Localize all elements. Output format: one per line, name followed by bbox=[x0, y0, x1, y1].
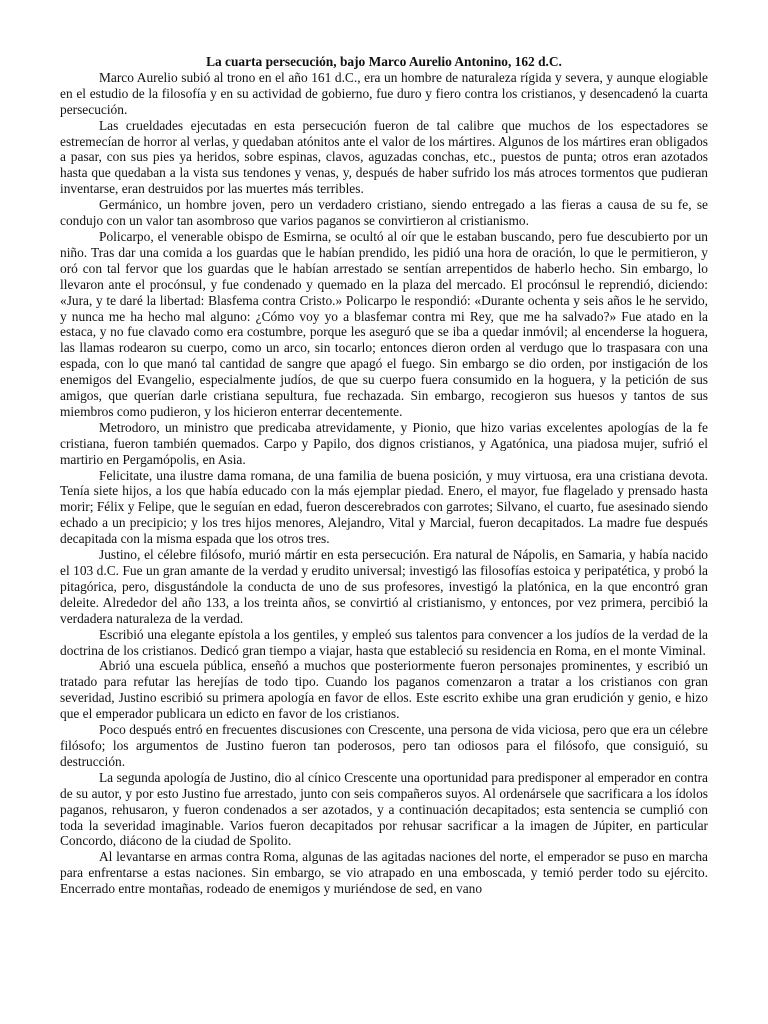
paragraph-felicitate: Felicitate, una ilustre dama romana, de una familia de buena posición, y muy virtuosa, era una cristiana devota. Tenía siete hijos, a los que había educado con la más ejemplar piedad. Enero, el mayor, fue flagelado y prensado hasta morir; Félix y Felipe, que le seguían en edad, fueron descerebrados con garrotes; Silvano, el cuarto, fue asesinado siendo echado a un precipicio; y los tres hijos menores, Alejandro, Vital y Marcial, fueron decapitados. La madre fue después decapitada con la misma espada que los otros tres. bbox=[60, 467, 708, 547]
paragraph-germanico: Germánico, un hombre joven, pero un verdadero cristiano, siendo entregado a las fieras a causa de su fe, se condujo con un valor tan asombroso que varios paganos se convirtieron al cristianismo. bbox=[60, 197, 708, 229]
paragraph-escuela: Abrió una escuela pública, enseñó a muchos que posteriormente fueron personajes prominentes, y escribió un tratado para refutar las herejías de todo tipo. Cuando los paganos comenzaron a tratar a los cristianos con gran severidad, Justino escribió su primera apología en favor de ellos. Este escrito exhibe una gran erudición y genio, e hizo que el emperador publicara un edicto en favor de los cristianos. bbox=[60, 658, 708, 722]
document-page bbox=[60, 54, 708, 897]
paragraph-policarpo: Policarpo, el venerable obispo de Esmirna, se ocultó al oír que le estaban buscando, pero fue descubierto por un niño. Tras dar una comida a los guardas que le habían prendido, les pidió una hora de oración, lo que le permitieron, y oró con tal fervor que los guardas que le habían arrestado se sentían arrepentidos de haberlo hecho. Sin embargo, lo llevaron ante el procónsul, y fue condenado y quemado en la plaza del mercado. El procónsul le reprendió, diciendo: «Jura, y te daré la libertad: Blasfema contra Cristo.» Policarpo le respondió: «Durante ochenta y seis años le he servido, y nunca me ha hecho mal alguno: ¿Cómo voy yo a blasfemar contra mi Rey, que me ha salvado?» Fue atado en la estaca, y no fue clavado como era costumbre, porque les aseguró que se iba a quedar inmóvil; al encenderse la hoguera, las llamas rodearon su cuerpo, como un arco, sin tocarlo; entonces dieron orden al verdugo que lo traspasara con una espada, con lo que manó tal cantidad de sangre que apagó el fuego. Sin embargo se dio orden, por instigación de los enemigos del Evangelio, especialmente judíos, de que su cuerpo fuera consumido en la hoguera, y la petición de sus amigos, que querían darle cristiana sepultura, fue rechazada. Sin embargo, recogieron sus huesos y tantos de sus miembros como pudieron, y los hicieron enterrar decentemente. bbox=[60, 228, 708, 419]
paragraph-marco-aurelio: Marco Aurelio subió al trono en el año 161 d.C., era un hombre de naturaleza rígida y severa, y aunque elogiable en el estudio de la filosofía y en su actividad de gobierno, fue duro y fiero contra los cristianos, y desencadenó la cuarta persecución. bbox=[60, 69, 708, 117]
paragraph-segunda-apologia: La segunda apología de Justino, dio al cínico Crescente una oportunidad para predisponer al emperador en contra de su autor, y por esto Justino fue arrestado, junto con seis compañeros suyos. Al ordenársele que sacrificara a los ídolos paganos, rehusaron, y fueron condenados a ser azotados, y a continuación decapitados; esta sentencia se cumplió con toda la severidad imaginable. Varios fueron decapitados por rehusar sacrificar a la imagen de Júpiter, en particular Concordo, diácono de la ciudad de Spolito. bbox=[60, 769, 708, 849]
paragraph-metrodoro: Metrodoro, un ministro que predicaba atrevidamente, y Pionio, que hizo varias excelentes apologías de la fe cristiana, fueron también quemados. Carpo y Papilo, dos dignos cristianos, y Agatónica, una piadosa mujer, sufrió el martirio en Pergamópolis, en Asia. bbox=[60, 419, 708, 467]
paragraph-crueldades: Las crueldades ejecutadas en esta persecución fueron de tal calibre que muchos de los espectadores se estremecían de horror al verlas, y quedaban atónitos ante el valor de los mártires. Algunos de los mártires eran obligados a pasar, con sus pies ya heridos, sobre espinas, clavos, aguzadas conchas, etc., puestos de punta; otros eran azotados hasta que quedaban a la vista sus tendones y venas, y, después de haber sufrido los más atroces tormentos que pudieran inventarse, eran destruidos por las muertes más terribles. bbox=[60, 117, 708, 197]
paragraph-crescente: Poco después entró en frecuentes discusiones con Crescente, una persona de vida viciosa, pero que era un célebre filósofo; los argumentos de Justino fueron tan poderosos, pero tan odiosos para el filósofo, que consiguió, su destrucción. bbox=[60, 722, 708, 769]
paragraph-epistola: Escribió una elegante epístola a los gentiles, y empleó sus talentos para convencer a los judíos de la verdad de la doctrina de los cristianos. Dedicó gran tiempo a viajar, hasta que estableció su residencia en Roma, en el monte Viminal. bbox=[60, 626, 708, 658]
document-title: La cuarta persecución, bajo Marco Aurelio Antonino, 162 d.C. bbox=[206, 54, 562, 69]
paragraph-justino: Justino, el célebre filósofo, murió mártir en esta persecución. Era natural de Nápolis, en Samaria, y había nacido el 103 d.C. Fue un gran amante de la verdad y erudito universal; investigó las filosofías estoica y peripatética, y probó la pitagórica, pero, disgustándole la conducta de uno de sus profesores, investigó la platónica, en la que encontró gran deleite. Alrededor del año 133, a los treinta años, se convirtió al cristianismo, y entonces, por vez primera, percibió la verdadera naturaleza de la verdad. bbox=[60, 547, 708, 626]
paragraph-naciones-norte: Al levantarse en armas contra Roma, algunas de las agitadas naciones del norte, el emperador se puso en marcha para enfrentarse a estas naciones. Sin embargo, se vio atrapado en una emboscada, y temió perder todo su ejército. Encerrado entre montañas, rodeado de enemigos y muriéndose de sed, en vano bbox=[60, 849, 708, 897]
